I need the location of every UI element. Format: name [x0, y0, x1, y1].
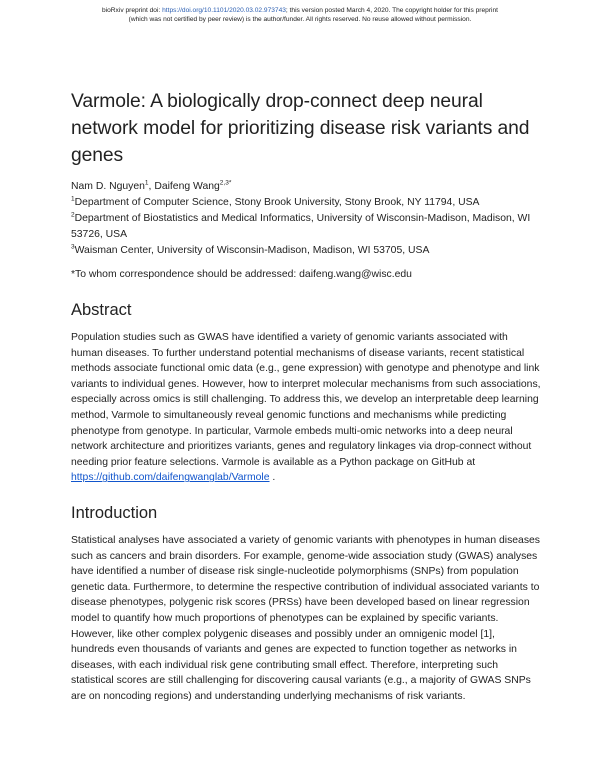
affiliation-mark: 1: [71, 195, 75, 203]
affiliation-mark: 3: [71, 243, 75, 251]
notice-prefix: bioRxiv preprint doi:: [102, 7, 163, 14]
notice-suffix: ; this version posted March 4, 2020. The copyright holder for this preprint: [285, 7, 498, 14]
affiliation-item: [71, 195, 541, 211]
abstract-heading: Abstract: [71, 301, 132, 319]
preprint-notice-line1: [40, 7, 560, 16]
affiliation-list: [71, 195, 541, 259]
affiliation-text: Waisman Center, University of Wisconsin-Madison, Madison, WI 53705, USA: [74, 245, 430, 256]
affiliation-item: [71, 243, 541, 259]
author-separator: ,: [148, 181, 155, 192]
affiliation-item: [71, 211, 541, 243]
doi-link[interactable]: https://doi.org/10.1101/2020.03.02.973743: [162, 7, 286, 14]
author-affil-mark: 2,3*: [219, 179, 232, 187]
author-name: Nam D. Nguyen: [71, 181, 145, 192]
affiliation-text: Department of Computer Science, Stony Brook University, Stony Brook, NY 11794, USA: [74, 197, 480, 208]
preprint-notice: [40, 7, 560, 24]
author-affil-mark: 1: [144, 179, 149, 187]
affiliation-text: Department of Biostatistics and Medical Informatics, University of Wisconsin-Madison, Madison, WI 53726, USA: [71, 213, 531, 240]
preprint-notice-line2: (which was not certified by peer review) is the author/funder. All rights reserved. No reuse allowed without permission.: [128, 15, 472, 23]
paper-title: Varmole: A biologically drop-connect deep neural network model for prioritizing disease risk variants and genes: [71, 91, 530, 166]
correspondence-note: *To whom correspondence should be addressed: daifeng.wang@wisc.edu: [71, 269, 412, 280]
abstract-paragraph: [71, 330, 541, 486]
author-list: [71, 179, 541, 195]
affiliation-mark: 2: [71, 211, 75, 219]
paper-content: [71, 88, 541, 704]
introduction-paragraph: Statistical analyses have associated a variety of genomic variants with phenotypes in human diseases such as cancers and brain disorders. For example, genome-wide association study (GWAS) analyses have identified a number of disease risk single-nucleotide polymorphisms (SNPs) from population genetic data. Furthermore, to determine the respective contribution of individual associated variants to disease phenotypes, polygenic risk scores (PRSs) have been developed based on linear regression model to quantify how much proportions of phenotypes can be explained by specific variants. However, like other complex polygenic diseases and possibly under an omnigenic model [1], hundreds even thousands of variants and genes are expected to function together as networks in diseases, with each individual risk gene contributing small effect. Therefore, interpreting such statistical scores are still challenging for discovering causal variants (e.g., a majority of GWAS SNPs are on noncoding regions) and understanding underlying mechanisms of risk variants.: [71, 534, 540, 702]
introduction-heading: Introduction: [71, 503, 158, 522]
abstract-tail: .: [269, 472, 276, 484]
author-name: Daifeng Wang: [154, 181, 220, 192]
github-link[interactable]: https://github.com/daifengwanglab/Varmole: [71, 472, 270, 484]
abstract-text: Population studies such as GWAS have identified a variety of genomic variants associated with human diseases. To further understand potential mechanisms of disease variants, recent statistical methods associate functional omic data (e.g., gene expression) with genotype and phenotype and link variants to individual genes. However, how to interpret molecular mechanisms from such associations, especially across omics is still challenging. To address this, we develop an interpretable deep learning method, Varmole to simultaneously reveal genomic functions and mechanisms while predicting phenotype from genotype. In particular, Varmole embeds multi-omic networks into a deep neural network architecture and prioritizes variants, genes and regulatory linkages via drop-connect without needing prior feature selections. Varmole is available as a Python package on GitHub at: [71, 332, 541, 468]
